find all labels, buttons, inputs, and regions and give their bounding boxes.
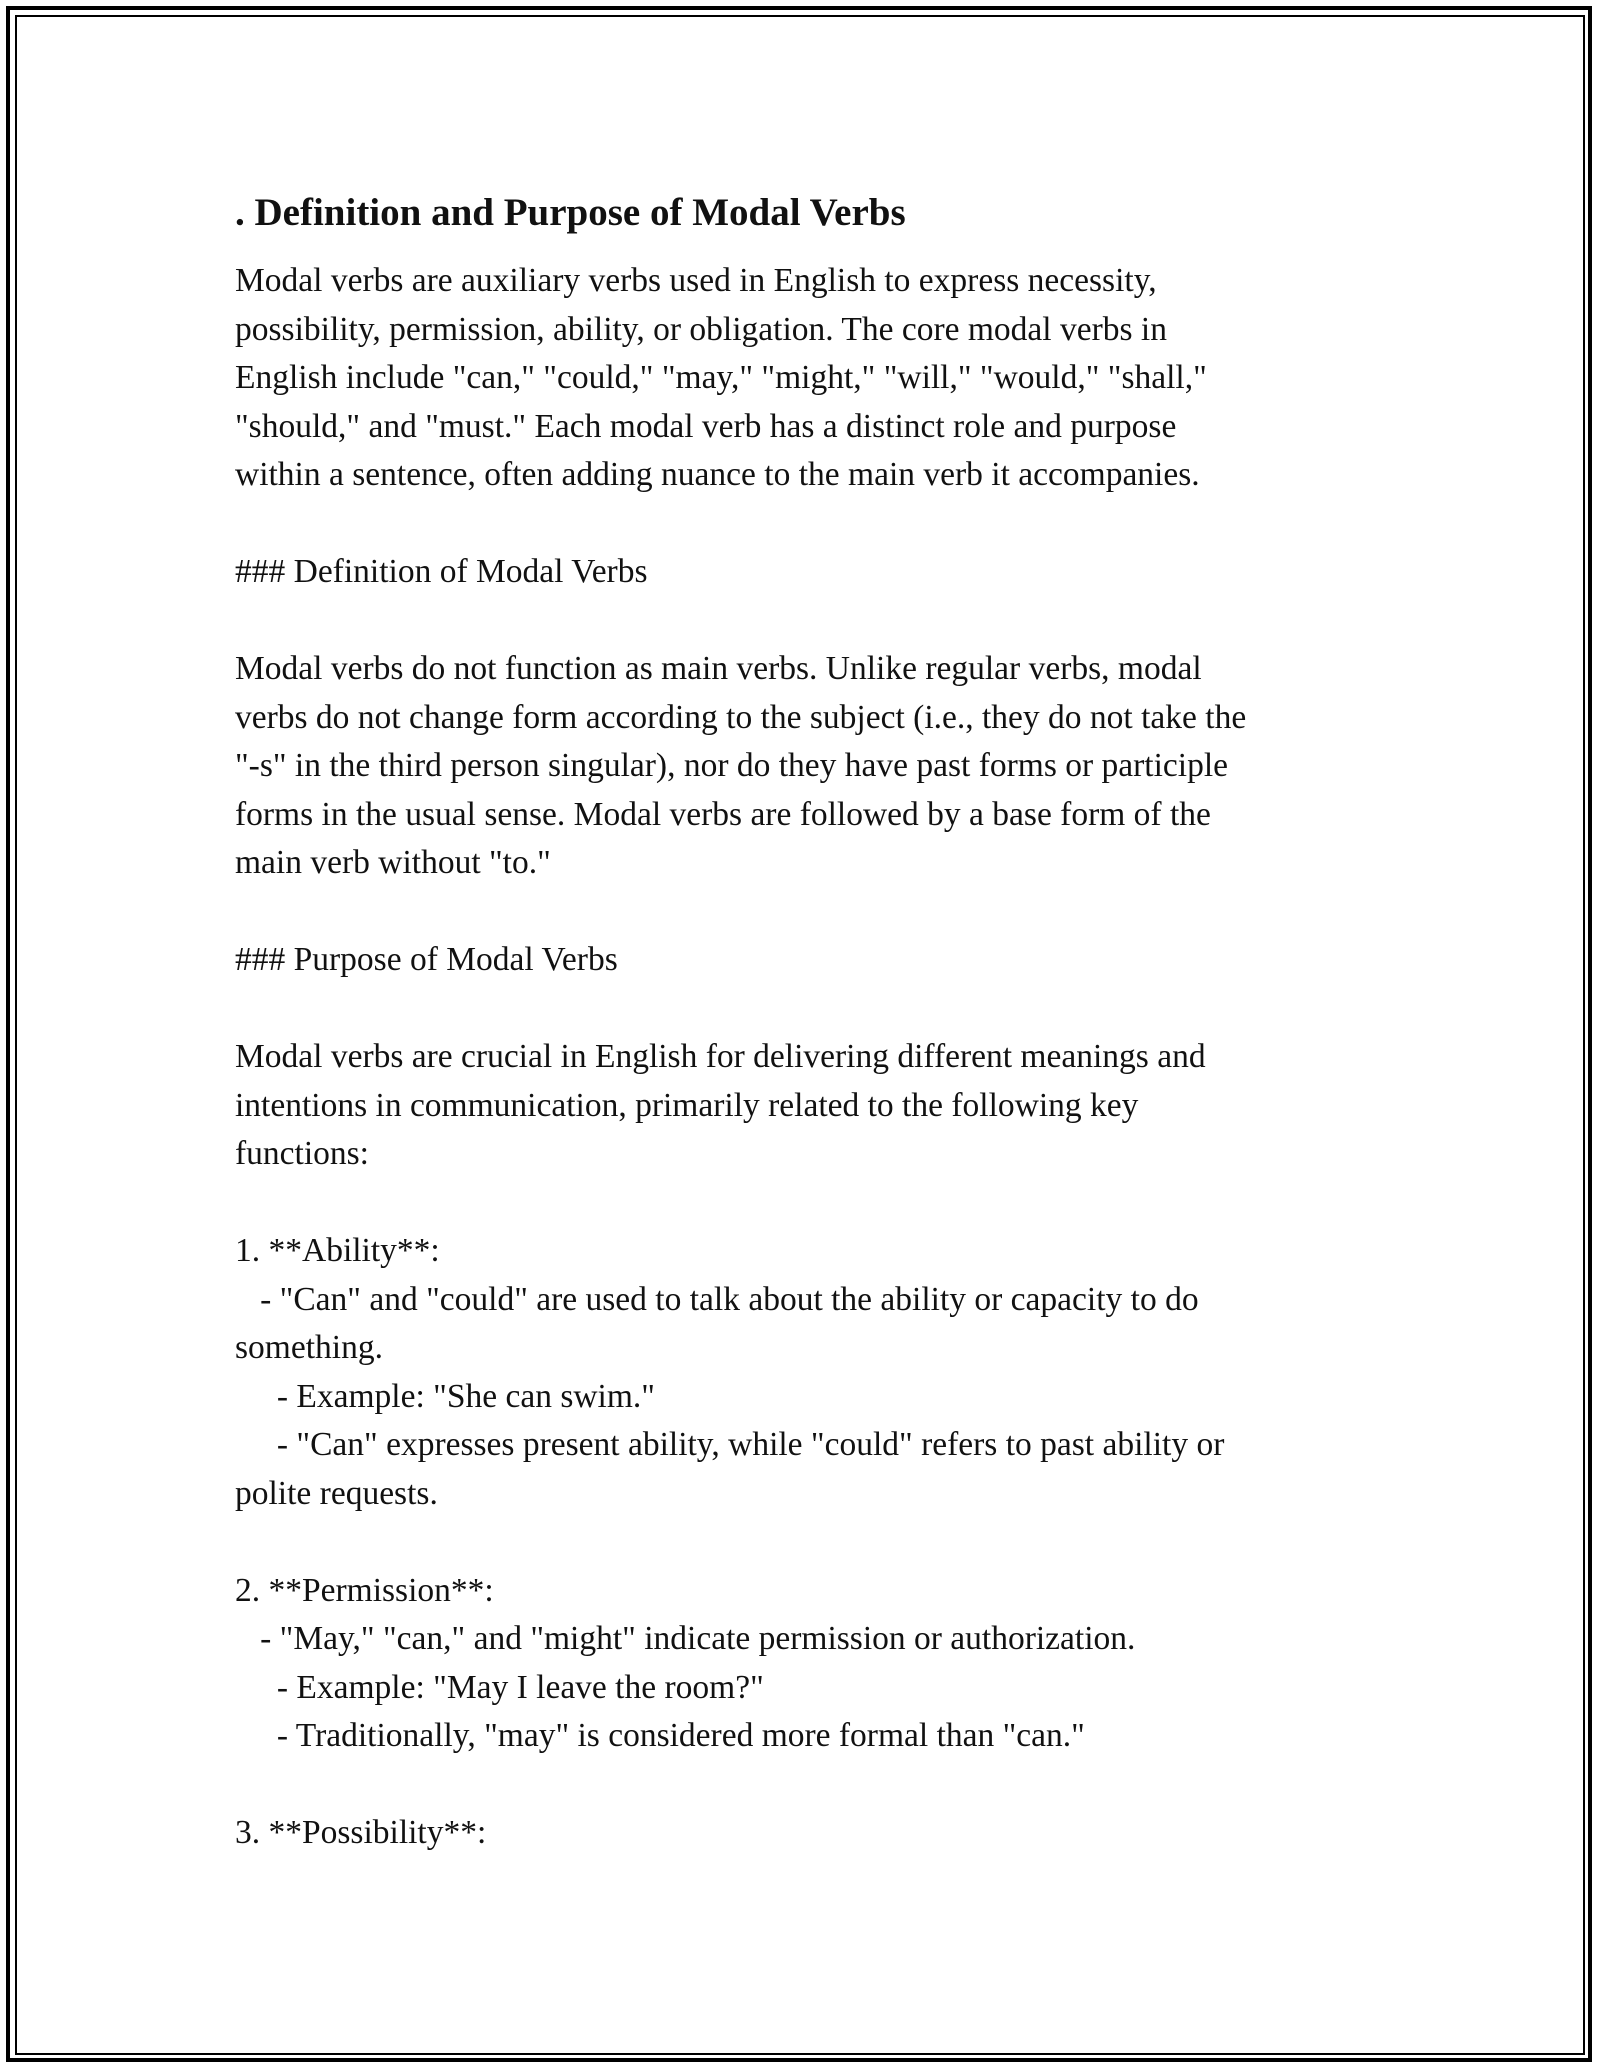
- text-line: - "May," "can," and "might" indicate permission or authorization.: [235, 1620, 1136, 1657]
- blank-line: [235, 985, 1375, 1034]
- document-body: [235, 185, 1375, 1858]
- blank-line: [235, 888, 1375, 937]
- text-line: "should," and "must." Each modal verb has a distinct role and purpose: [235, 407, 1177, 445]
- list-item-possibility: 3. **Possibility**:: [235, 1814, 487, 1851]
- text-line: - Example: "May I leave the room?": [235, 1668, 764, 1706]
- text-line: polite requests.: [235, 1474, 438, 1512]
- blank-line: [235, 1518, 1375, 1567]
- text-line: something.: [235, 1329, 383, 1366]
- section-heading-definition: ### Definition of Modal Verbs: [235, 553, 648, 590]
- text-line: Modal verbs are auxiliary verbs used in English to express necessity,: [235, 262, 1157, 299]
- text-line: functions:: [235, 1135, 369, 1172]
- text-line: - Traditionally, "may" is considered more formal than "can.": [235, 1717, 1085, 1754]
- text-line: possibility, permission, ability, or obligation. The core modal verbs in: [235, 310, 1167, 348]
- blank-line: [235, 597, 1375, 646]
- list-item-ability: 1. **Ability**:: [235, 1232, 440, 1269]
- text-line: English include "can," "could," "may," "might," "will," "would," "shall,": [235, 359, 1207, 396]
- text-line: verbs do not change form according to the subject (i.e., they do not take the: [235, 698, 1247, 736]
- text-line: - Example: "She can swim.": [235, 1377, 655, 1415]
- document-lines: [235, 257, 1375, 1858]
- text-line: "-s" in the third person singular), nor do they have past forms or participle: [235, 747, 1229, 784]
- blank-line: [235, 1761, 1375, 1810]
- text-line: Modal verbs are crucial in English for delivering different meanings and: [235, 1038, 1206, 1075]
- blank-line: [235, 500, 1375, 549]
- list-item-permission: 2. **Permission**:: [235, 1571, 494, 1609]
- title-spacer: [235, 241, 1375, 257]
- document-title: . Definition and Purpose of Modal Verbs: [235, 191, 906, 234]
- text-line: - "Can" and "could" are used to talk about the ability or capacity to do: [235, 1280, 1199, 1318]
- text-line: within a sentence, often adding nuance to the main verb it accompanies.: [235, 456, 1200, 493]
- text-line: Modal verbs do not function as main verbs. Unlike regular verbs, modal: [235, 650, 1202, 687]
- text-line: forms in the usual sense. Modal verbs are followed by a base form of the: [235, 795, 1211, 833]
- blank-line: [235, 1179, 1375, 1228]
- text-line: - "Can" expresses present ability, while "could" refers to past ability or: [235, 1426, 1225, 1463]
- section-heading-purpose: ### Purpose of Modal Verbs: [235, 941, 618, 978]
- text-line: main verb without "to.": [235, 844, 551, 881]
- text-line: intentions in communication, primarily related to the following key: [235, 1086, 1139, 1124]
